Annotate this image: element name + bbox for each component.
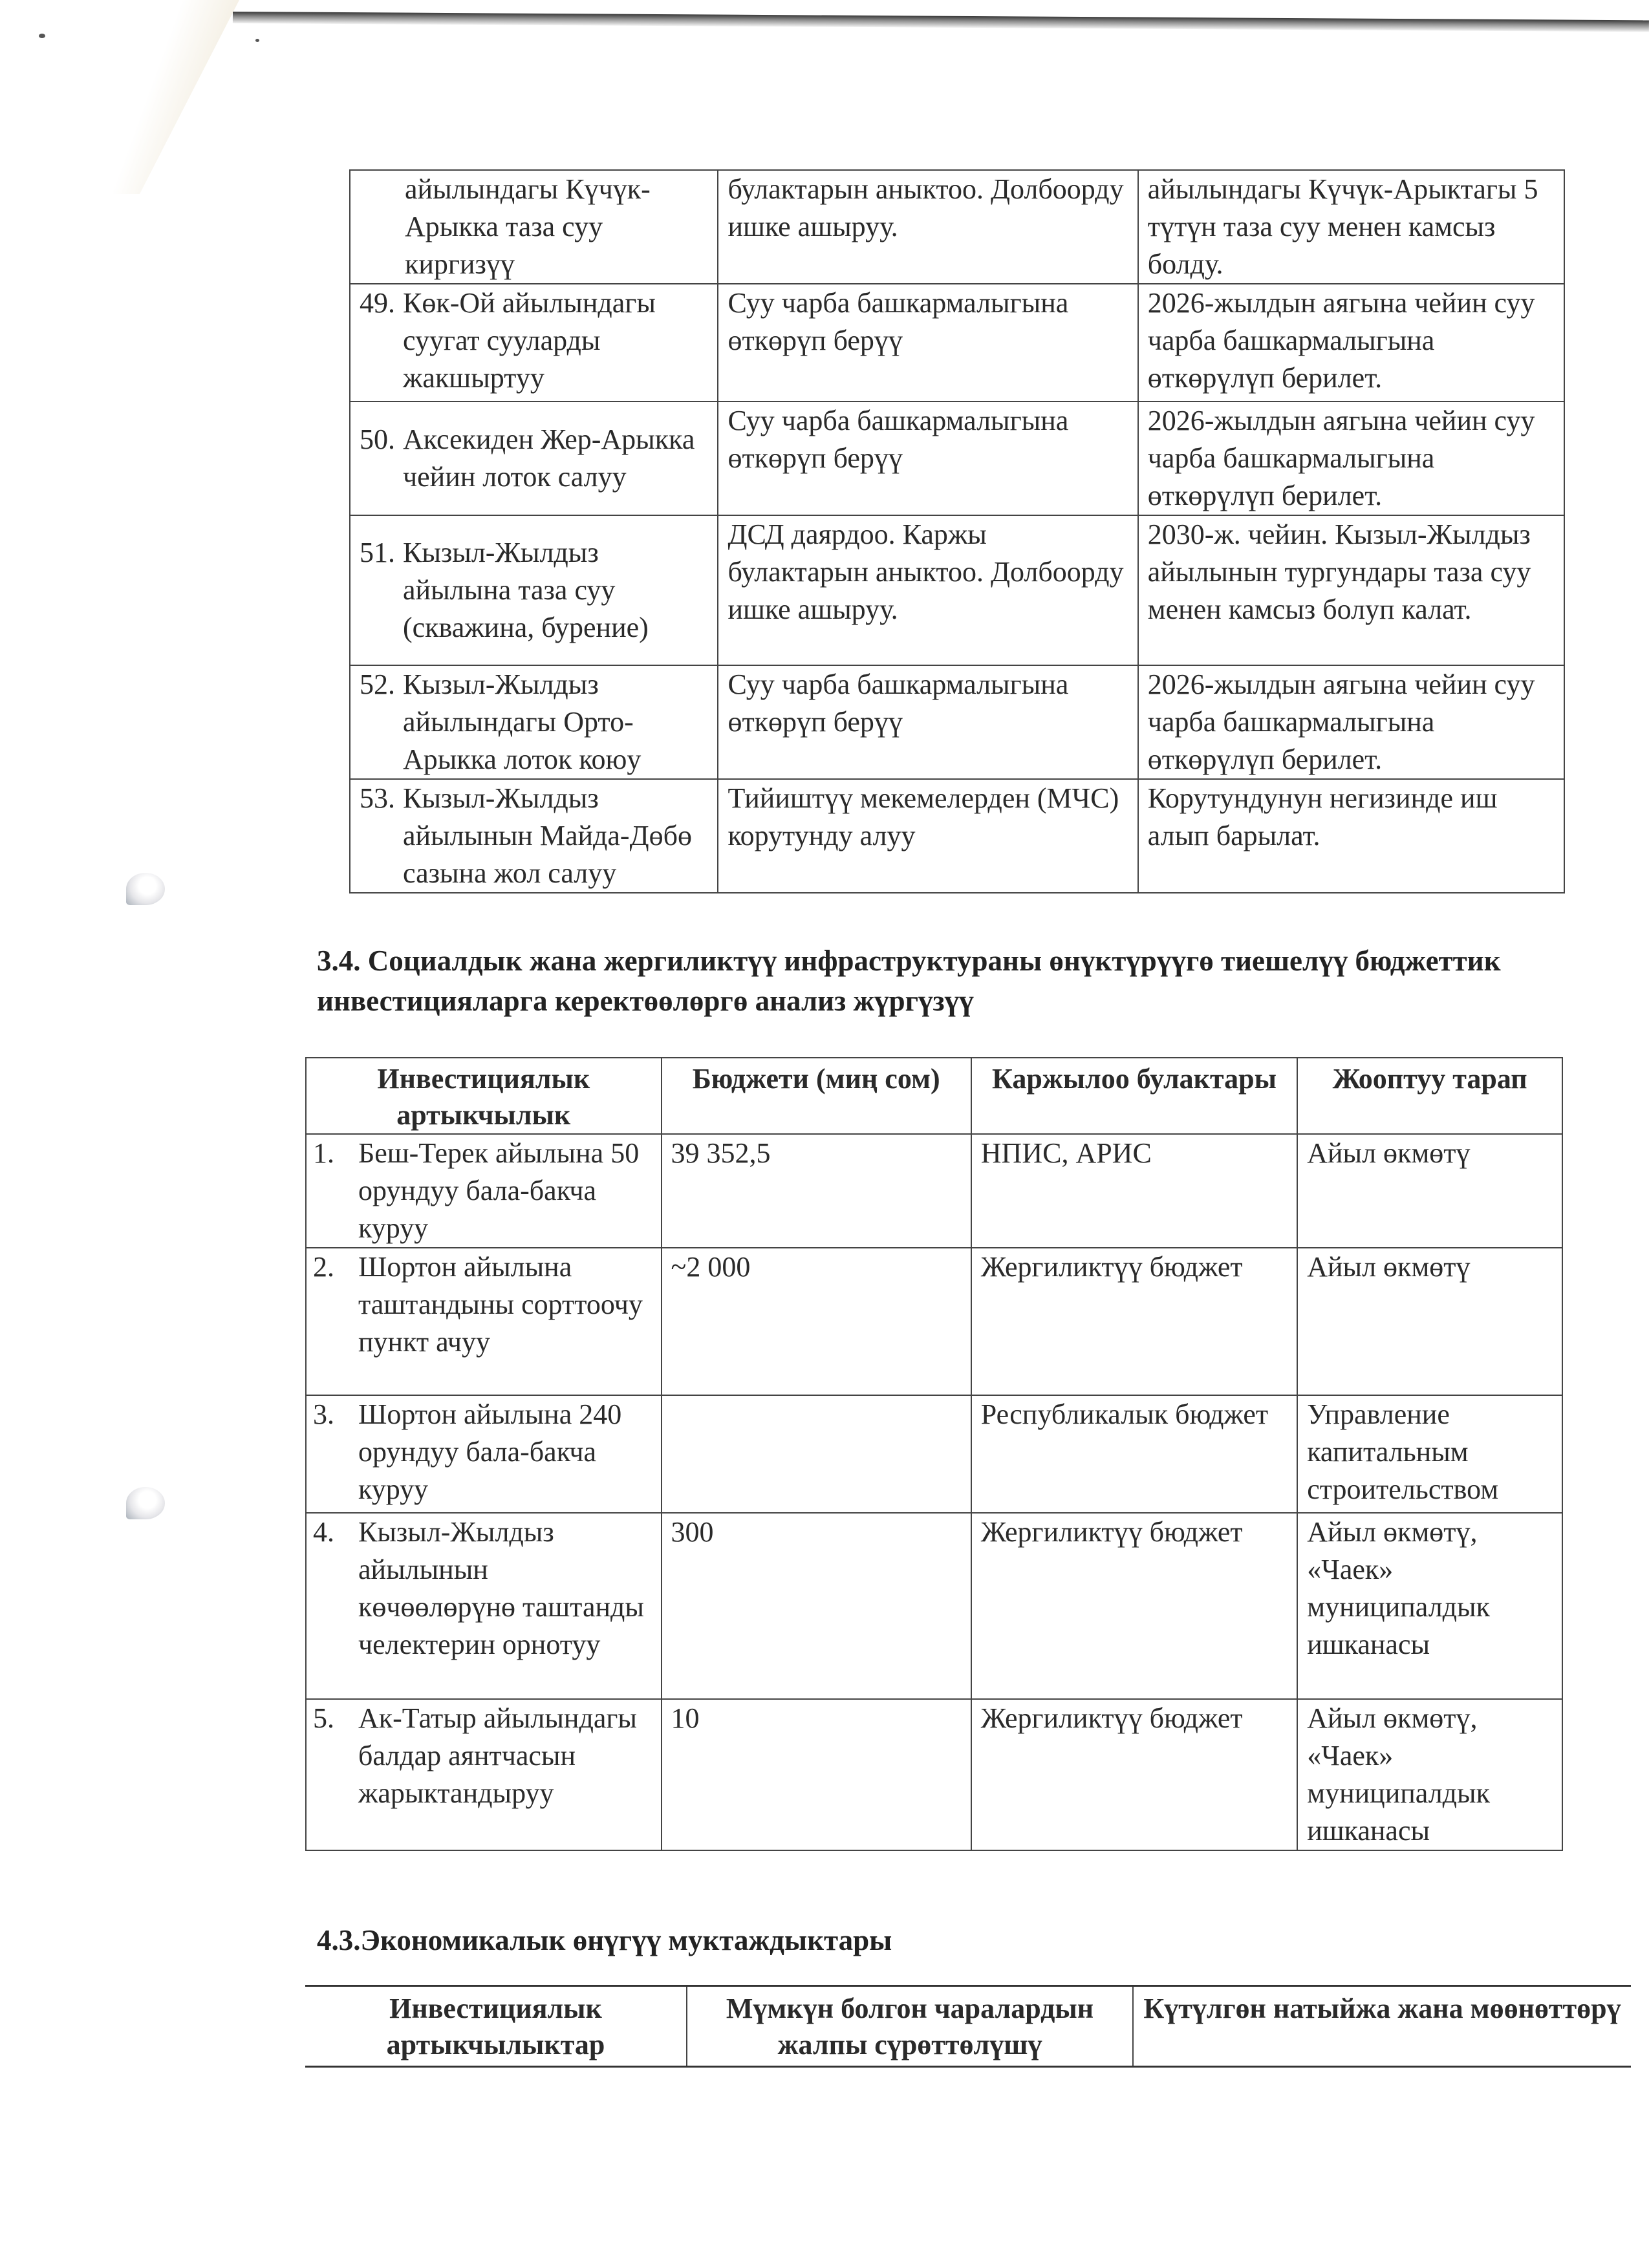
table-row	[306, 1395, 1562, 1513]
item-number: 49.	[360, 287, 395, 319]
item-number: 51.	[360, 537, 395, 568]
table-row	[306, 1134, 1562, 1248]
numbered-item	[360, 666, 708, 778]
item-number: 3.	[313, 1398, 334, 1430]
responsible-party-cell: Айыл өкмөтү, «Чаек» муниципалдык ишканасы	[1297, 1699, 1562, 1850]
priority-cell	[306, 1699, 662, 1850]
punch-hole-mark	[126, 873, 165, 905]
numbered-item	[360, 534, 708, 647]
priority-cell	[306, 1134, 662, 1248]
funding-source-cell: Жергиликтүү бюджет	[971, 1513, 1297, 1699]
numbered-item	[307, 1248, 652, 1361]
priority-cell	[306, 1395, 662, 1513]
item-number: 50.	[360, 423, 395, 455]
result-cell: Корутундунун негизинде иш алып барылат.	[1138, 779, 1564, 893]
action-cell: Суу чарба башкармалыгына өткөрүп берүү	[718, 401, 1137, 515]
project-name-cell	[350, 401, 718, 515]
column-header: Каржылоо булактары	[971, 1058, 1297, 1134]
budget-cell: 10	[662, 1699, 971, 1850]
priority-text: Ак-Татыр айылындагы балдар аянтчасын жарыктандыруу	[358, 1702, 637, 1809]
project-name: Көк-Ой айылындагы суугат сууларды жакшыртуу	[403, 287, 656, 394]
action-cell: ДСД даярдоо. Каржы булактарын аныктоо. Долбоорду ишке ашыруу.	[718, 515, 1137, 665]
budget-cell: 300	[662, 1513, 971, 1699]
funding-source-cell: НПИС, АРИС	[971, 1134, 1297, 1248]
table-header-row	[305, 1986, 1631, 2067]
project-name-cell	[350, 779, 718, 893]
item-number: 5.	[313, 1702, 334, 1734]
item-number: 2.	[313, 1251, 334, 1283]
item-number: 1.	[313, 1137, 334, 1169]
action-cell: Тийиштүү мекемелерден (МЧС) корутунду алуу	[718, 779, 1137, 893]
responsible-party-cell: Айыл өкмөтү	[1297, 1248, 1562, 1395]
table-row	[350, 401, 1564, 515]
table-row	[306, 1513, 1562, 1699]
project-name-cell	[350, 284, 718, 401]
numbered-item	[360, 780, 708, 892]
project-name-cell	[350, 665, 718, 779]
priority-text: Кызыл-Жылдыз айылынын көчөөлөрүнө таштанды челектерин орнотуу	[358, 1516, 644, 1660]
numbered-item	[307, 1396, 652, 1508]
item-number: 53.	[360, 782, 395, 814]
table-row	[350, 284, 1564, 401]
scan-top-edge	[233, 12, 1649, 32]
numbered-item	[360, 171, 708, 283]
column-header: Инвестициялык артыкчылык	[306, 1058, 662, 1134]
funding-source-cell: Жергиликтүү бюджет	[971, 1699, 1297, 1850]
action-cell: Суу чарба башкармалыгына өткөрүп берүү	[718, 665, 1137, 779]
item-number	[360, 171, 397, 283]
project-name: Кызыл-Жылдыз айылындагы Орто-Арыкка лоток коюу	[403, 669, 641, 775]
priority-text: Беш-Терек айылына 50 орундуу бала-бакча куруу	[358, 1137, 640, 1244]
priority-text: Шортон айылына 240 орундуу бала-бакча куруу	[358, 1398, 622, 1505]
action-cell: Суу чарба башкармалыгына өткөрүп берүү	[718, 284, 1137, 401]
action-cell: булактарын аныктоо. Долбоорду ишке ашыруу.	[718, 170, 1137, 284]
section-heading-3-4: 3.4. Социалдык жана жергиликтүү инфраструктураны өнүктүрүүгө тиешелүү бюджеттик инвестицияларга керектөөлөргө анализ жүргүзүү	[317, 945, 1501, 1017]
item-number: 52.	[360, 669, 395, 700]
project-name: Кызыл-Жылдыз айылына таза суу (скважина, бурение)	[403, 537, 649, 643]
result-cell: 2026-жылдын аягына чейин суу чарба башкармалыгына өткөрүлүп берилет.	[1138, 401, 1564, 515]
column-header: Бюджети (миң сом)	[662, 1058, 971, 1134]
priority-cell	[306, 1248, 662, 1395]
budget-cell	[662, 1395, 971, 1513]
responsible-party-cell: Айыл өкмөтү	[1297, 1134, 1562, 1248]
priority-text: Шортон айылына таштандыны сорттоочу пункт ачуу	[358, 1251, 643, 1358]
budget-cell: 39 352,5	[662, 1134, 971, 1248]
economic-needs-table	[305, 1985, 1631, 2068]
funding-source-cell: Жергиликтүү бюджет	[971, 1248, 1297, 1395]
result-cell: 2026-жылдын аягына чейин суу чарба башкармалыгына өткөрүлүп берилет.	[1138, 284, 1564, 401]
column-header: Күтүлгөн натыйжа жана мөөнөттөрү	[1133, 1986, 1631, 2067]
project-name-cell	[350, 515, 718, 665]
responsible-party-cell: Айыл өкмөтү, «Чаек» муниципалдык ишканасы	[1297, 1513, 1562, 1699]
table-row	[306, 1248, 1562, 1395]
scan-speck	[255, 39, 259, 42]
budget-investment-table	[305, 1057, 1563, 1851]
column-header: Инвестициялык артыкчылыктар	[305, 1986, 687, 2067]
project-name: айылындагы Күчүк-Арыкка таза суу киргизүү	[405, 173, 651, 280]
result-cell: 2030-ж. чейин. Кызыл-Жылдыз айылынын тургундары таза суу менен камсыз болуп калат.	[1138, 515, 1564, 665]
project-name: Аксекиден Жер-Арыкка чейин лоток салуу	[403, 423, 695, 493]
project-name-cell	[350, 170, 718, 284]
numbered-item	[307, 1135, 652, 1247]
punch-hole-mark	[126, 1487, 165, 1519]
numbered-item	[307, 1700, 652, 1812]
table-row	[350, 665, 1564, 779]
section-heading-4-3: 4.3.Экономикалык өнүгүү муктаждыктары	[317, 1924, 892, 1956]
item-number: 4.	[313, 1516, 334, 1548]
table-row	[350, 170, 1564, 284]
table-header-row	[306, 1058, 1562, 1134]
responsible-party-cell: Управление капитальным строительством	[1297, 1395, 1562, 1513]
column-header: Мүмкүн болгон чаралардын жалпы сүрөттөлүшү	[687, 1986, 1133, 2067]
result-cell: айылындагы Күчүк-Арыктагы 5 түтүн таза суу менен камсыз болду.	[1138, 170, 1564, 284]
numbered-item	[360, 284, 708, 397]
table-row	[350, 515, 1564, 665]
numbered-item	[360, 421, 708, 496]
table-row	[350, 779, 1564, 893]
scan-fold-shadow	[97, 0, 239, 194]
budget-cell: ~2 000	[662, 1248, 971, 1395]
project-name: Кызыл-Жылдыз айылынын Майда-Дөбө сазына жол салуу	[403, 782, 692, 889]
scan-speck	[39, 34, 45, 38]
column-header: Жооптуу тарап	[1297, 1058, 1562, 1134]
numbered-item	[307, 1514, 652, 1664]
water-projects-table	[349, 169, 1565, 893]
result-cell: 2026-жылдын аягына чейин суу чарба башкармалыгына өткөрүлүп берилет.	[1138, 665, 1564, 779]
priority-cell	[306, 1513, 662, 1699]
funding-source-cell: Республикалык бюджет	[971, 1395, 1297, 1513]
table-row	[306, 1699, 1562, 1850]
